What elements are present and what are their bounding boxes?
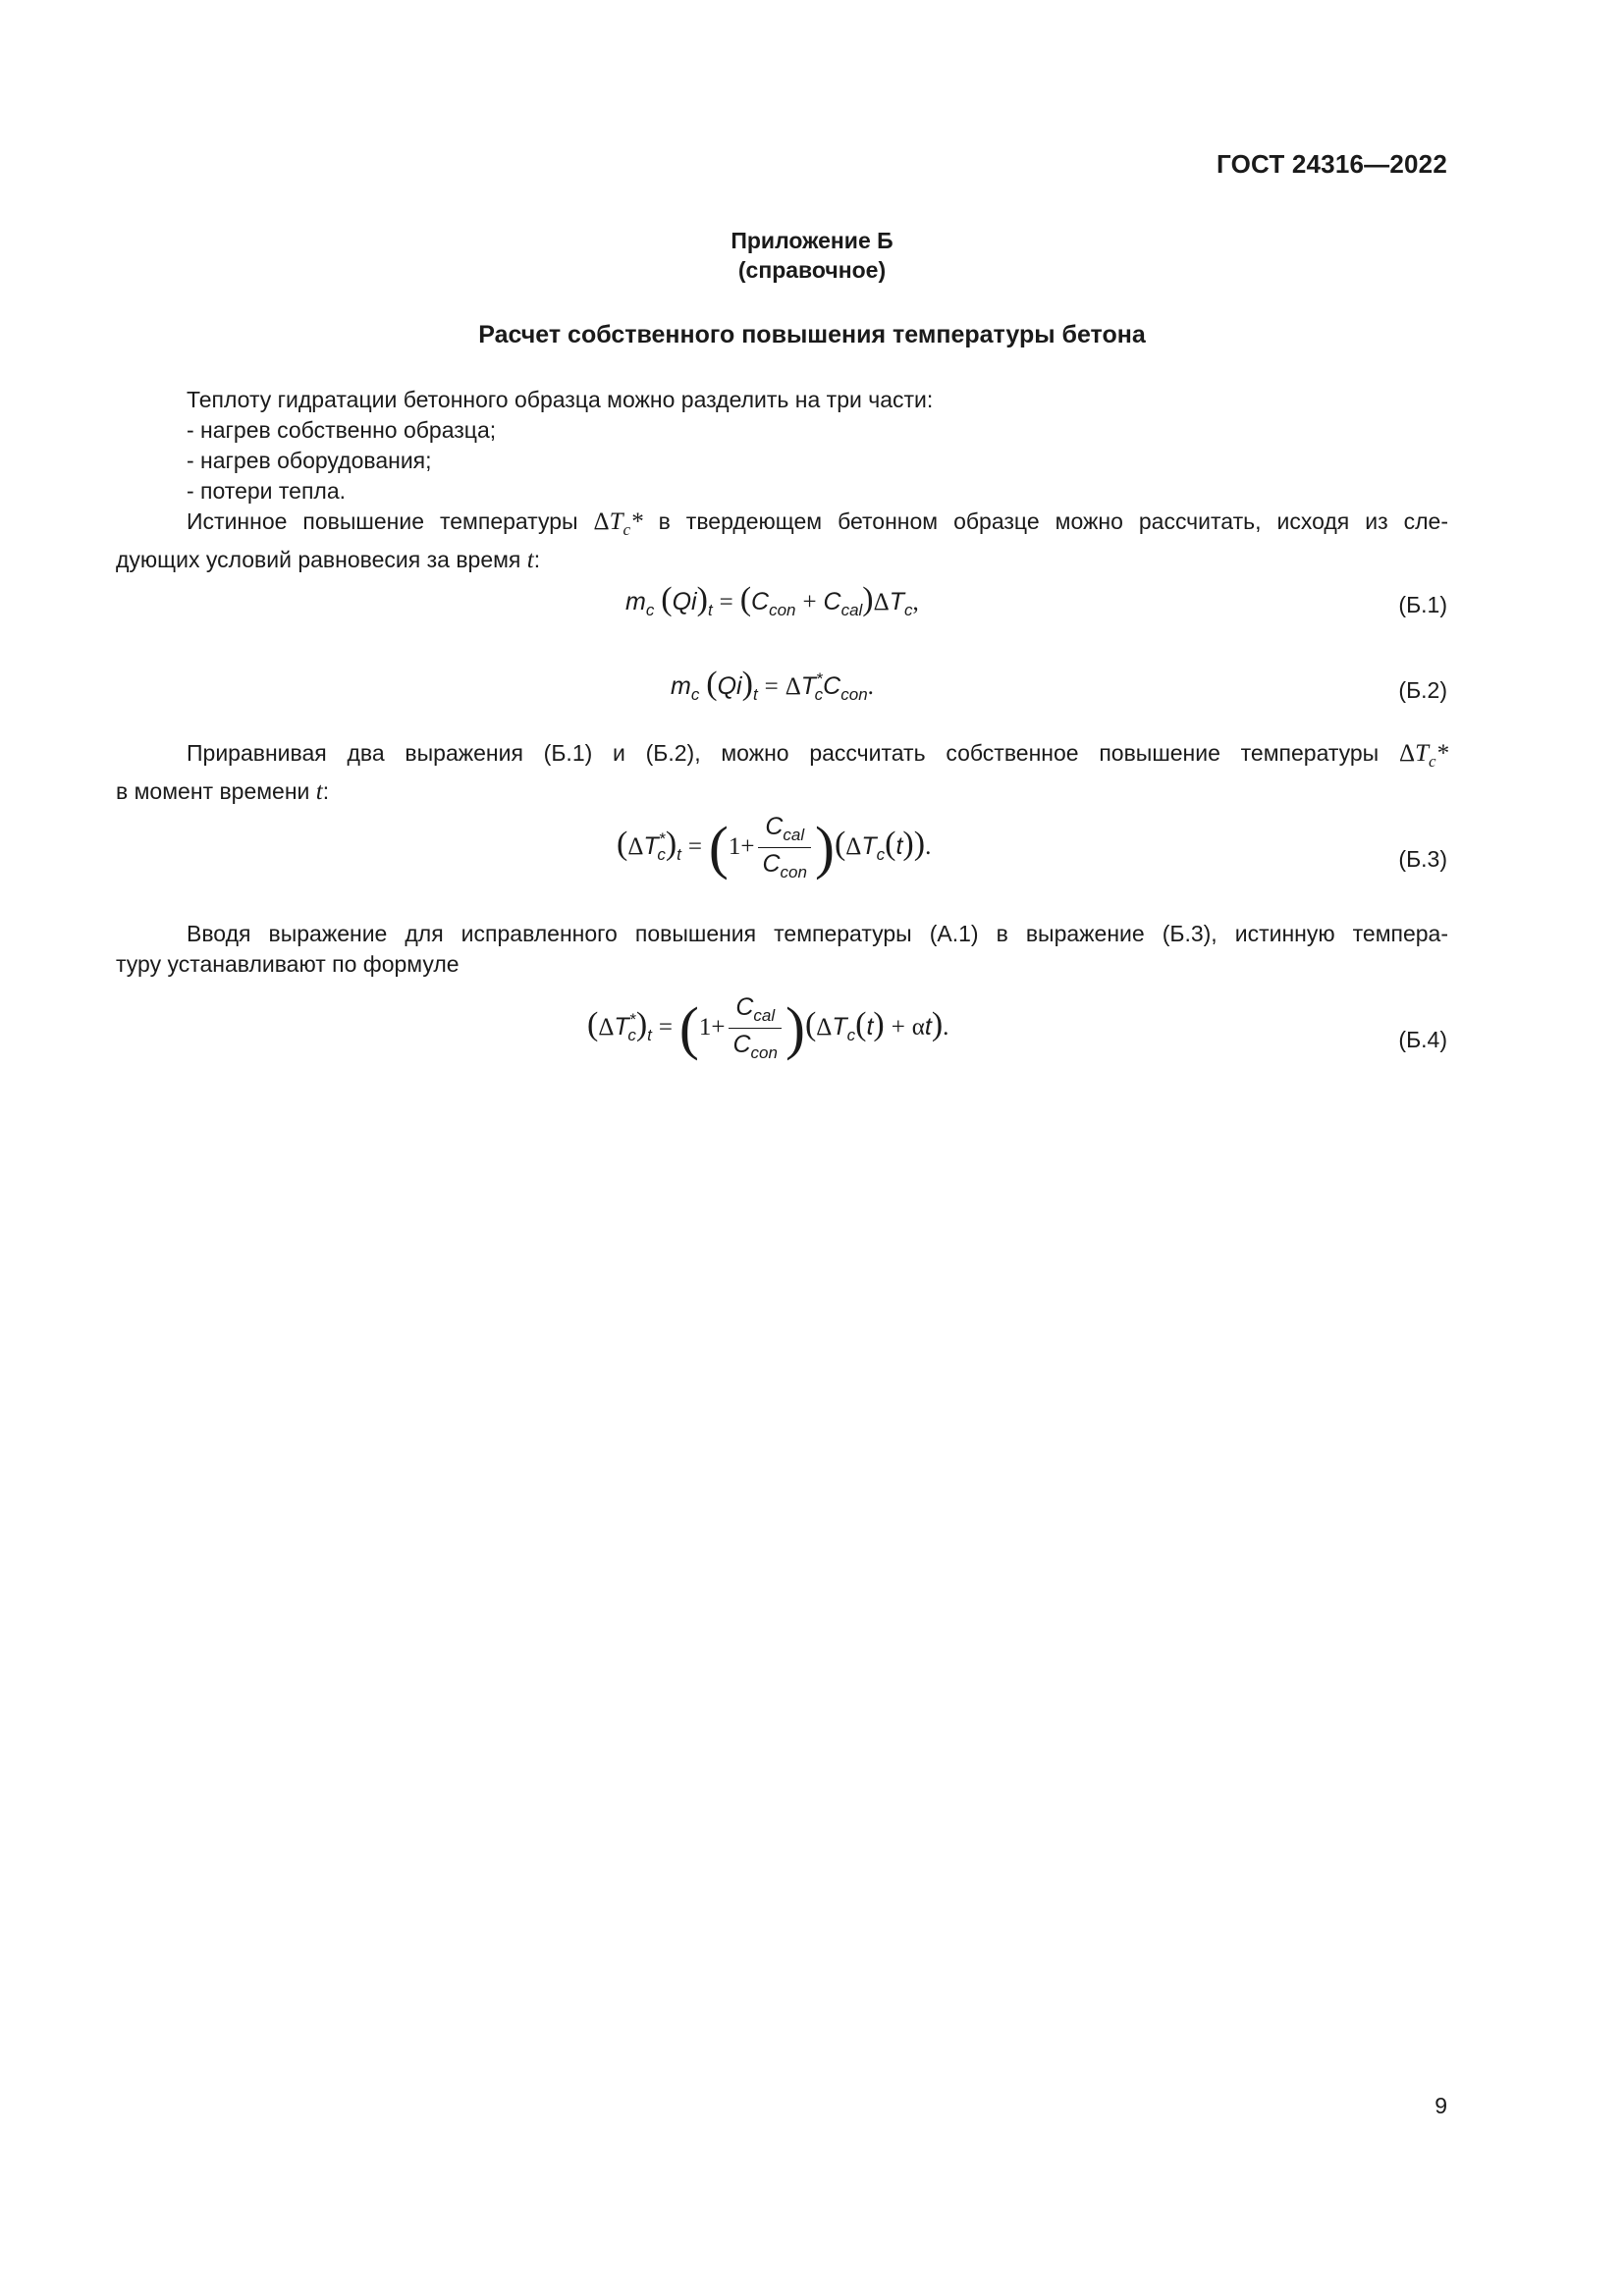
time-variable: t [526, 547, 534, 573]
fraction: $\frac{C_{cal}}{C_{con}}$ [758, 813, 810, 882]
paragraph-text: Истинное повышение температуры [187, 508, 578, 534]
list-item: - нагрев собственно образца; [187, 417, 497, 443]
equation-b4: $(\Delta T^*_c)_t = (1+$ $\frac{C_{cal}}{C_{con}}$ )$(\Delta T_c(t) + \alpha t)$. [587, 993, 949, 1062]
fraction: $\frac{C_{cal}}{C_{con}}$ [729, 993, 781, 1063]
time-variable: t [315, 778, 323, 805]
paragraph-equate: Приравнивая два выражения (Б.1) и (Б.2), можно рассчитать собственное повышение температуры $\Delta T_c*$ в момент времени t: [116, 740, 1449, 805]
equation-b3: $(\Delta T^*_c)_t = (1+$ $\frac{C_{cal}}{C_{con}}$ )$(\Delta T_c(t))$. [617, 813, 932, 881]
appendix-subtitle: (справочное) [737, 257, 887, 283]
paragraph-text: Приравнивая два выражения (Б.1) и (Б.2), можно рассчитать собственное повышение температуры [187, 740, 1380, 766]
paragraph-text: дующих условий равновесия за время [116, 547, 521, 572]
list-item: - нагрев оборудования; [187, 448, 432, 473]
paragraph-text: Вводя выражение для исправленного повышения температуры (А.1) в выражение (Б.3), истинную темпера- [187, 921, 1448, 946]
equation-number: (Б.3) [1398, 846, 1447, 872]
equation-number: (Б.2) [1398, 677, 1447, 703]
equation-number: (Б.1) [1398, 592, 1447, 617]
document-code: ГОСТ 24316—2022 [1217, 149, 1447, 179]
delta-tc-star-symbol: $\Delta T_c*$ [593, 508, 643, 539]
equation-number: (Б.4) [1398, 1027, 1447, 1052]
paragraph-text: в твердеющем бетонном образце можно рассчитать, исходя из сле- [658, 508, 1448, 534]
paragraph-true-temperature: Истинное повышение температуры $\Delta T_c*$ в твердеющем бетонном образце можно рассчитать, исходя из сле- дующих условий равновесия за время t: [116, 508, 1448, 573]
equation-b2: $m_c$ $(Qi)_t = \Delta T^*_cC_{con}$. [671, 666, 874, 704]
paragraph-text: туру устанавливают по формуле [116, 951, 460, 977]
paragraph-substitution [116, 919, 1448, 980]
section-title: Расчет собственного повышения температуры бетона [478, 321, 1146, 348]
appendix-title: Приложение Б [731, 228, 893, 253]
list-item: - потери тепла. [187, 478, 347, 504]
intro-line: Теплоту гидратации бетонного образца можно разделить на три части: [187, 387, 934, 412]
delta-tc-star-symbol: $\Delta T_c*$ [1398, 740, 1449, 771]
equation-b1: $m_c$ $(Qi)_t = (C_{con} + C_{cal})\Delta T_c$, [625, 581, 919, 619]
page-number: 9 [1435, 2093, 1447, 2118]
paragraph-text: в момент времени [116, 778, 310, 804]
